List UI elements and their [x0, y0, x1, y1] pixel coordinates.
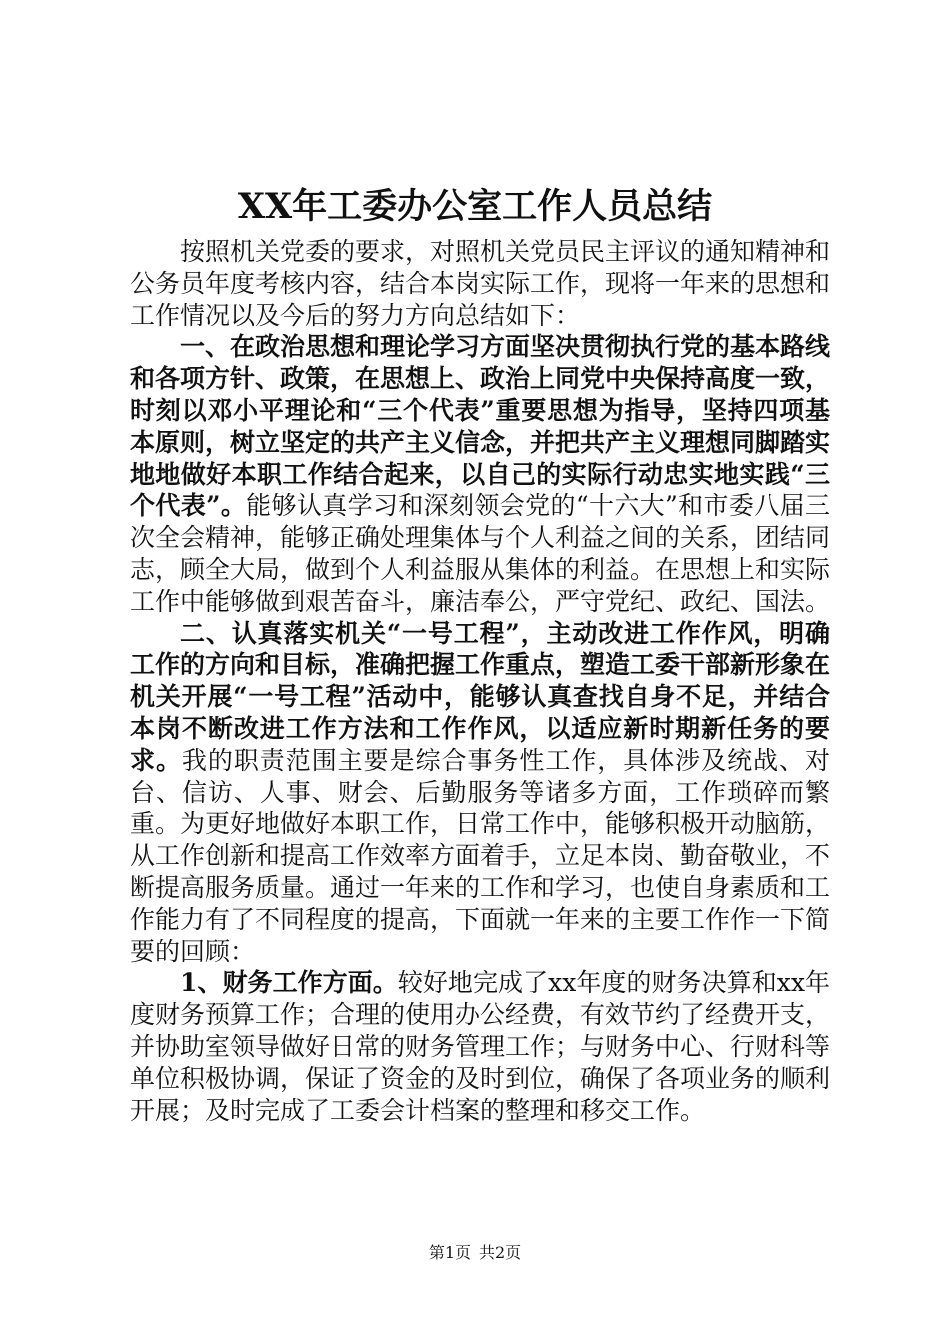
finance-work-paragraph — [130, 967, 830, 1126]
paragraph-text: 较好地完成了xx年度的财务决算和xx年度财务预算工作；合理的使用办公经费，有效节约了经费开支，并协助室领导做好日常的财务管理工作；与财务中心、行财科等单位积极协调，保证了资金的及时到位，确保了各项业务的顺利开展；及时完成了工委会计档案的整理和移交工作。 — [130, 968, 831, 1125]
document-body — [130, 236, 830, 1126]
page-number: 第1页 — [428, 1243, 471, 1262]
page-total: 共2页 — [479, 1243, 522, 1262]
intro-paragraph — [130, 236, 830, 331]
paragraph-text: 按照机关党委的要求，对照机关党员民主评议的通知精神和公务员年度考核内容，结合本岗实际工作，现将一年来的思想和工作情况以及今后的努力方向总结如下： — [130, 237, 831, 330]
section-one-paragraph — [130, 331, 830, 617]
page-footer — [0, 1241, 950, 1265]
section-heading: 一、在政治思想和理论学习方面坚决贯彻执行党的基本路线和各项方针、政策，在思想上、政治上同党中央保持高度一致，时刻以邓小平理论和“三个代表”重要思想为指导，坚持四项基本原则，树立坚定的共产主义信念，并把共产主义理想同脚踏实地地做好本职工作结合起来，以自己的实际行动忠实地实践“三个代表”。 — [130, 332, 831, 521]
subsection-heading: 1、财务工作方面。 — [180, 968, 398, 998]
paragraph-text: 能够认真学习和深刻领会党的“十六大”和市委八届三次全会精神，能够正确处理集体与个人利益之间的关系，团结同志，顾全大局，做到个人利益服从集体的利益。在思想上和实际工作中能够做到艰苦奋斗，廉洁奉公，严守党纪、政纪、国法。 — [130, 491, 831, 616]
document-title: XX年工委办公室工作人员总结 — [237, 186, 713, 227]
section-two-paragraph — [130, 618, 830, 968]
paragraph-text: 我的职责范围主要是综合事务性工作，具体涉及统战、对台、信访、人事、财会、后勤服务等诸多方面，工作琐碎而繁重。为更好地做好本职工作，日常工作中，能够积极开动脑筋，从工作创新和提高工作效率方面着手，立足本岗、勤奋敬业，不断提高服务质量。通过一年来的工作和学习，也使自身素质和工作能力有了不同程度的提高，下面就一年来的主要工作作一下简要的回顾： — [130, 745, 831, 966]
section-heading: 二、认真落实机关“一号工程”，主动改进工作作风，明确工作的方向和目标，准确把握工作重点，塑造工委干部新形象在机关开展“一号工程”活动中，能够认真查找自身不足，并结合本岗不断改进工作方法和工作作风，以适应新时期新任务的要求。 — [130, 618, 831, 775]
